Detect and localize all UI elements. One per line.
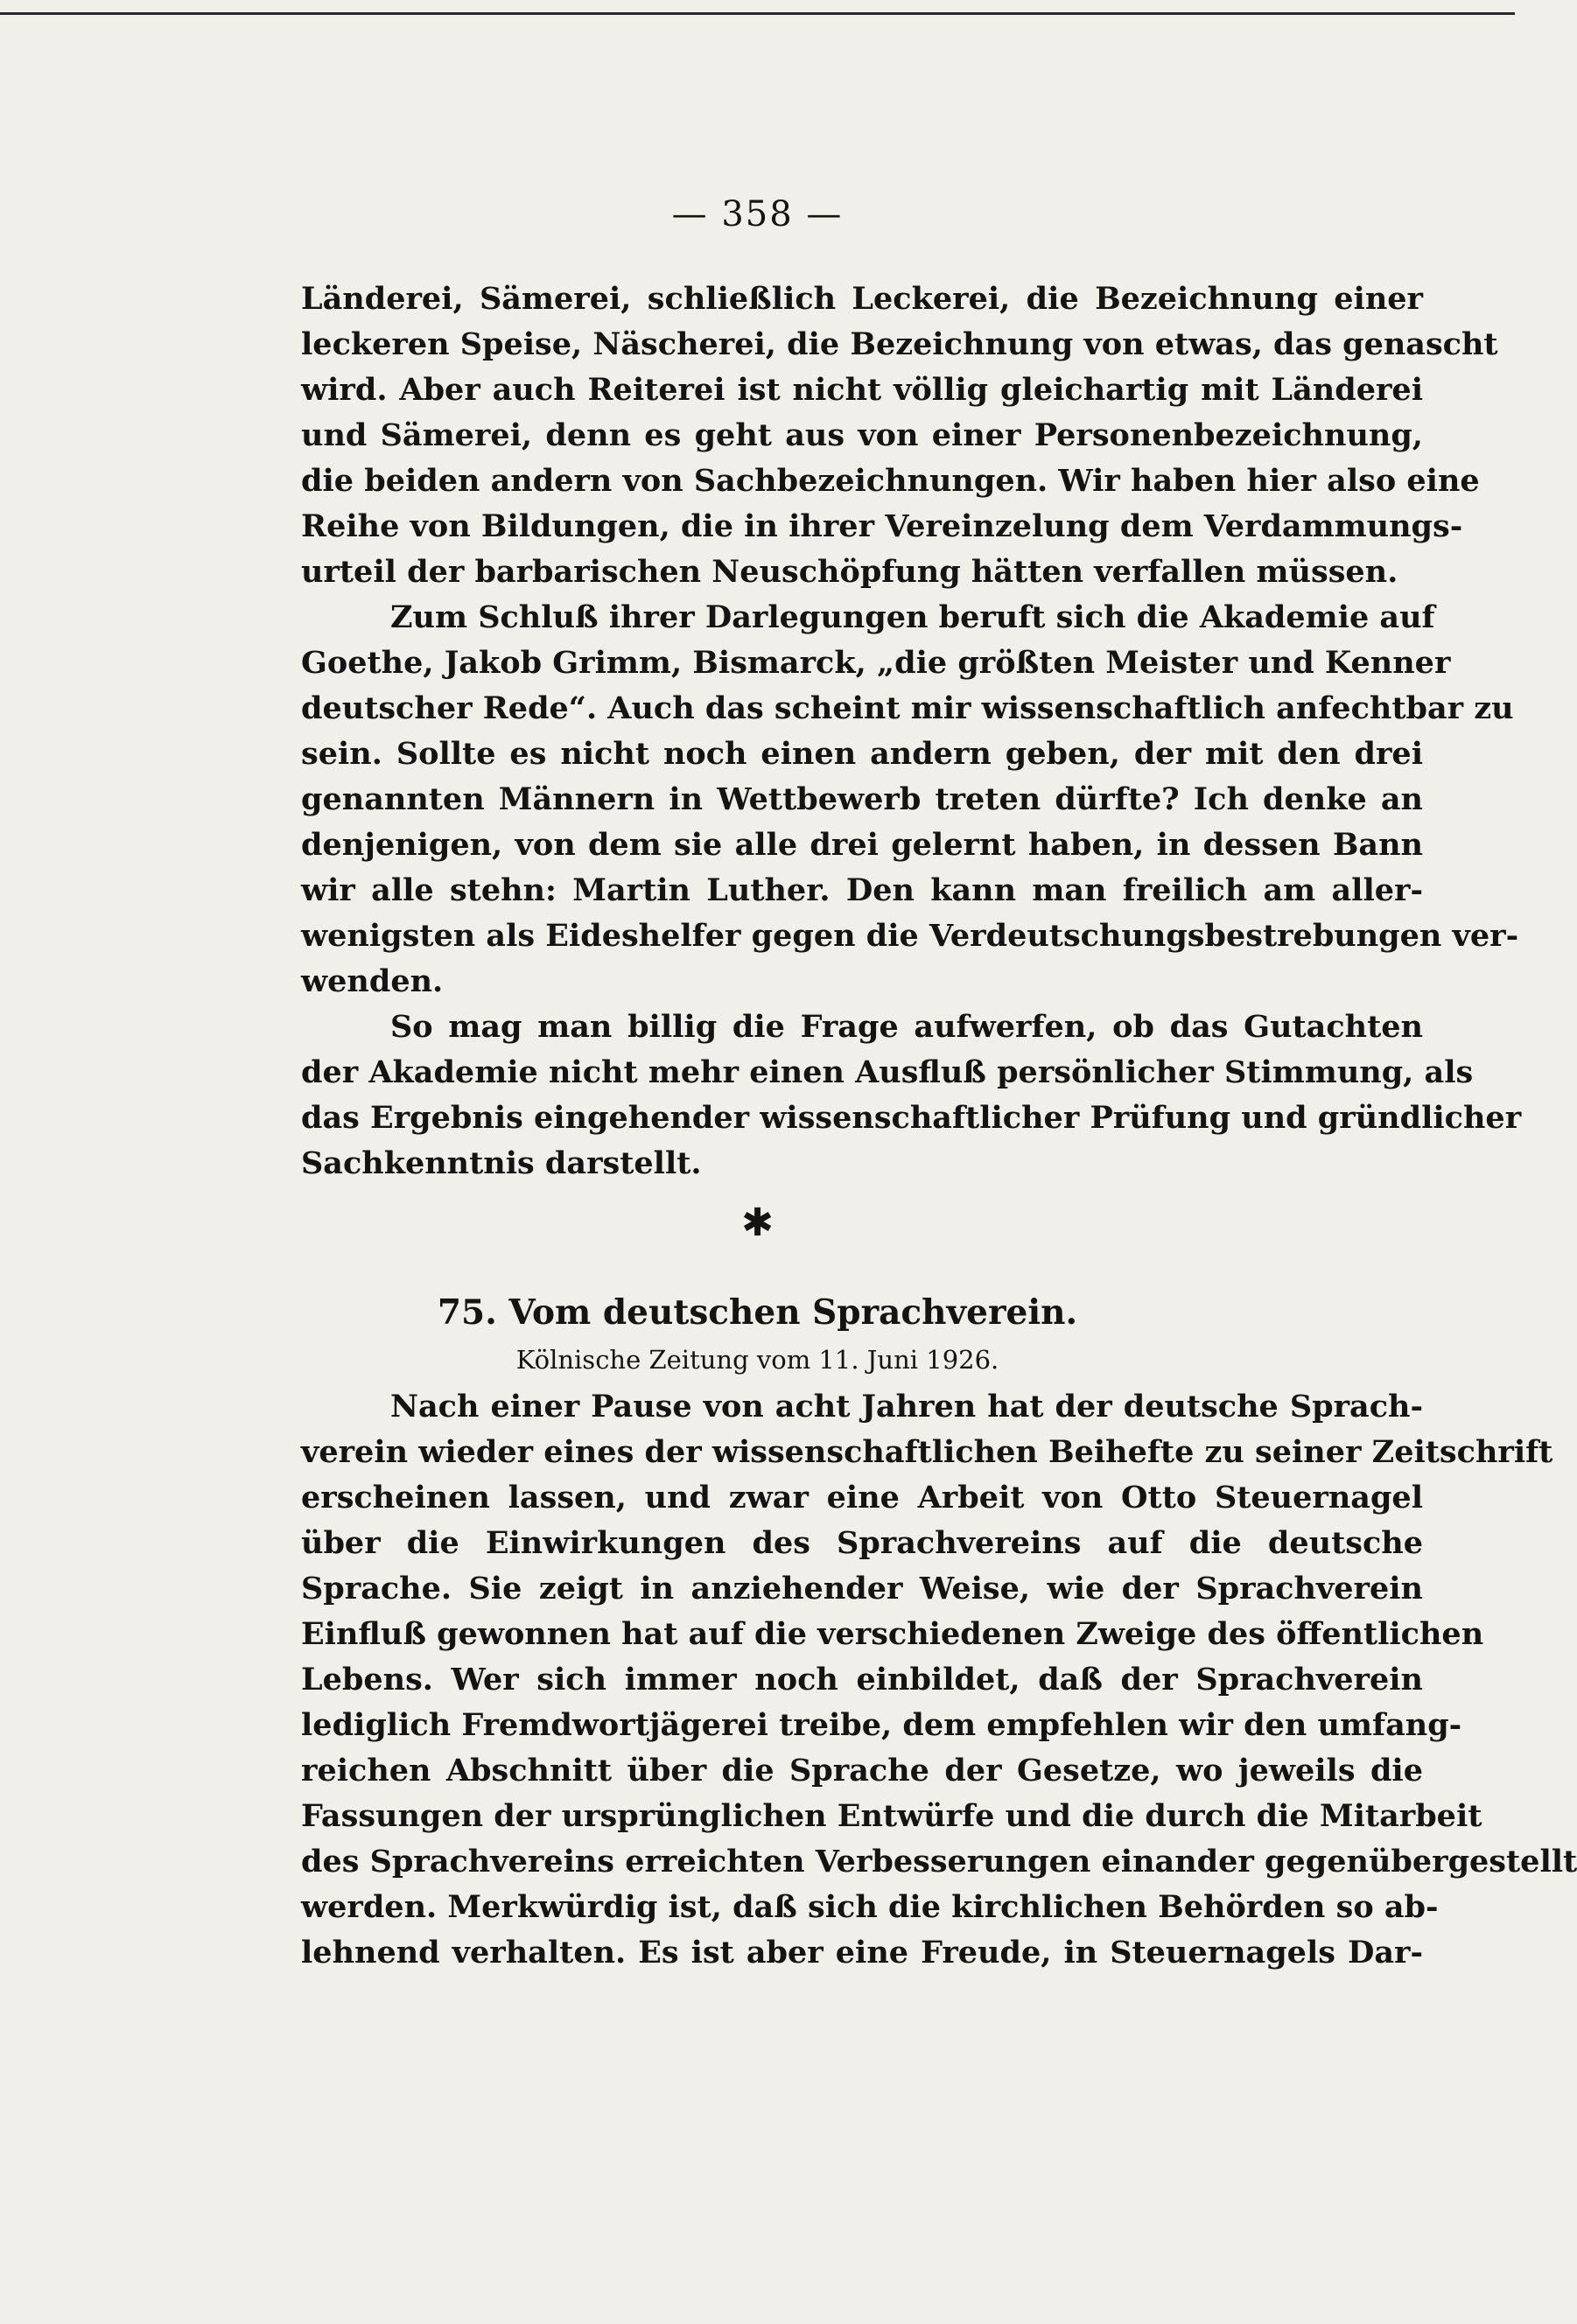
- text-line: wir alle stehn: Martin Luther. Den kann man freilich am aller-: [301, 872, 1423, 908]
- text-line: wird. Aber auch Reiterei ist nicht völlig gleichartig mit Länderei: [301, 372, 1423, 408]
- text-line: der Akademie nicht mehr einen Ausfluß persönlicher Stimmung, als: [301, 1054, 1474, 1090]
- text-line: lediglich Fremdwortjägerei treibe, dem empfehlen wir den umfang-: [301, 1707, 1462, 1743]
- text-line: die beiden andern von Sachbezeichnungen. Wir haben hier also eine: [301, 463, 1480, 499]
- text-line: Sachkenntnis darstellt.: [301, 1145, 702, 1181]
- text-line: erscheinen lassen, und zwar eine Arbeit von Otto Steuernagel: [301, 1480, 1423, 1516]
- text-line: Zum Schluß ihrer Darlegungen beruft sich die Akademie auf: [390, 599, 1435, 635]
- text-line: deutscher Rede“. Auch das scheint mir wissenschaftlich anfechtbar zu: [301, 690, 1514, 726]
- text-line: wenden.: [301, 963, 444, 999]
- text-line: Goethe, Jakob Grimm, Bismarck, „die größten Meister und Kenner: [301, 645, 1451, 681]
- text-line: denjenigen, von dem sie alle drei gelernt haben, in dessen Bann: [301, 827, 1423, 863]
- section-title: 75. Vom deutschen Sprachverein.: [437, 1292, 1078, 1333]
- page-number: — 358 —: [671, 194, 844, 234]
- text-line: So mag man billig die Frage aufwerfen, ob das Gutachten: [390, 1009, 1423, 1045]
- text-line: Lebens. Wer sich immer noch einbildet, daß der Sprachverein: [301, 1662, 1423, 1698]
- paragraph-block-1: [301, 276, 1522, 1186]
- text-line: das Ergebnis eingehender wissenschaftlicher Prüfung und gründlicher: [301, 1100, 1522, 1136]
- text-line: des Sprachvereins erreichten Verbesserungen einander gegenübergestellt: [301, 1844, 1577, 1880]
- text-line: Einfluß gewonnen hat auf die verschiedenen Zweige des öffentlichen: [301, 1616, 1484, 1652]
- text-line: Reihe von Bildungen, die in ihrer Vereinzelung dem Verdammungs-: [301, 508, 1463, 544]
- text-line: urteil der barbarischen Neuschöpfung hätten verfallen müssen.: [301, 554, 1398, 590]
- text-line: über die Einwirkungen des Sprachvereins auf die deutsche: [301, 1525, 1423, 1561]
- text-line: sein. Sollte es nicht noch einen andern geben, der mit den drei: [301, 736, 1423, 772]
- paragraph-block-2: [301, 1384, 1577, 1976]
- section-separator-asterisk: ✱: [741, 1200, 774, 1245]
- text-line: und Sämerei, denn es geht aus von einer Personenbezeichnung,: [301, 417, 1423, 453]
- text-line: genannten Männern in Wettbewerb treten dürfte? Ich denke an: [301, 781, 1423, 817]
- text-line: Fassungen der ursprünglichen Entwürfe und die durch die Mitarbeit: [301, 1798, 1482, 1834]
- text-line: wenigsten als Eideshelfer gegen die Verdeutschungsbestrebungen ver-: [301, 918, 1519, 954]
- text-line: Länderei, Sämerei, schließlich Leckerei, die Bezeichnung einer: [301, 281, 1423, 317]
- text-line: verein wieder eines der wissenschaftlichen Beihefte zu seiner Zeitschrift: [301, 1434, 1553, 1470]
- text-line: reichen Abschnitt über die Sprache der Gesetze, wo jeweils die: [301, 1753, 1423, 1788]
- text-line: werden. Merkwürdig ist, daß sich die kirchlichen Behörden so ab-: [301, 1889, 1439, 1925]
- text-line: leckeren Speise, Näscherei, die Bezeichnung von etwas, das genascht: [301, 326, 1498, 362]
- source-citation: Kölnische Zeitung vom 11. Juni 1926.: [515, 1345, 999, 1375]
- text-line: lehnend verhalten. Es ist aber eine Freude, in Steuernagels Dar-: [301, 1935, 1423, 1970]
- text-line: Sprache. Sie zeigt in anziehender Weise, wie der Sprachverein: [301, 1571, 1423, 1606]
- text-line: Nach einer Pause von acht Jahren hat der deutsche Sprach-: [390, 1389, 1423, 1424]
